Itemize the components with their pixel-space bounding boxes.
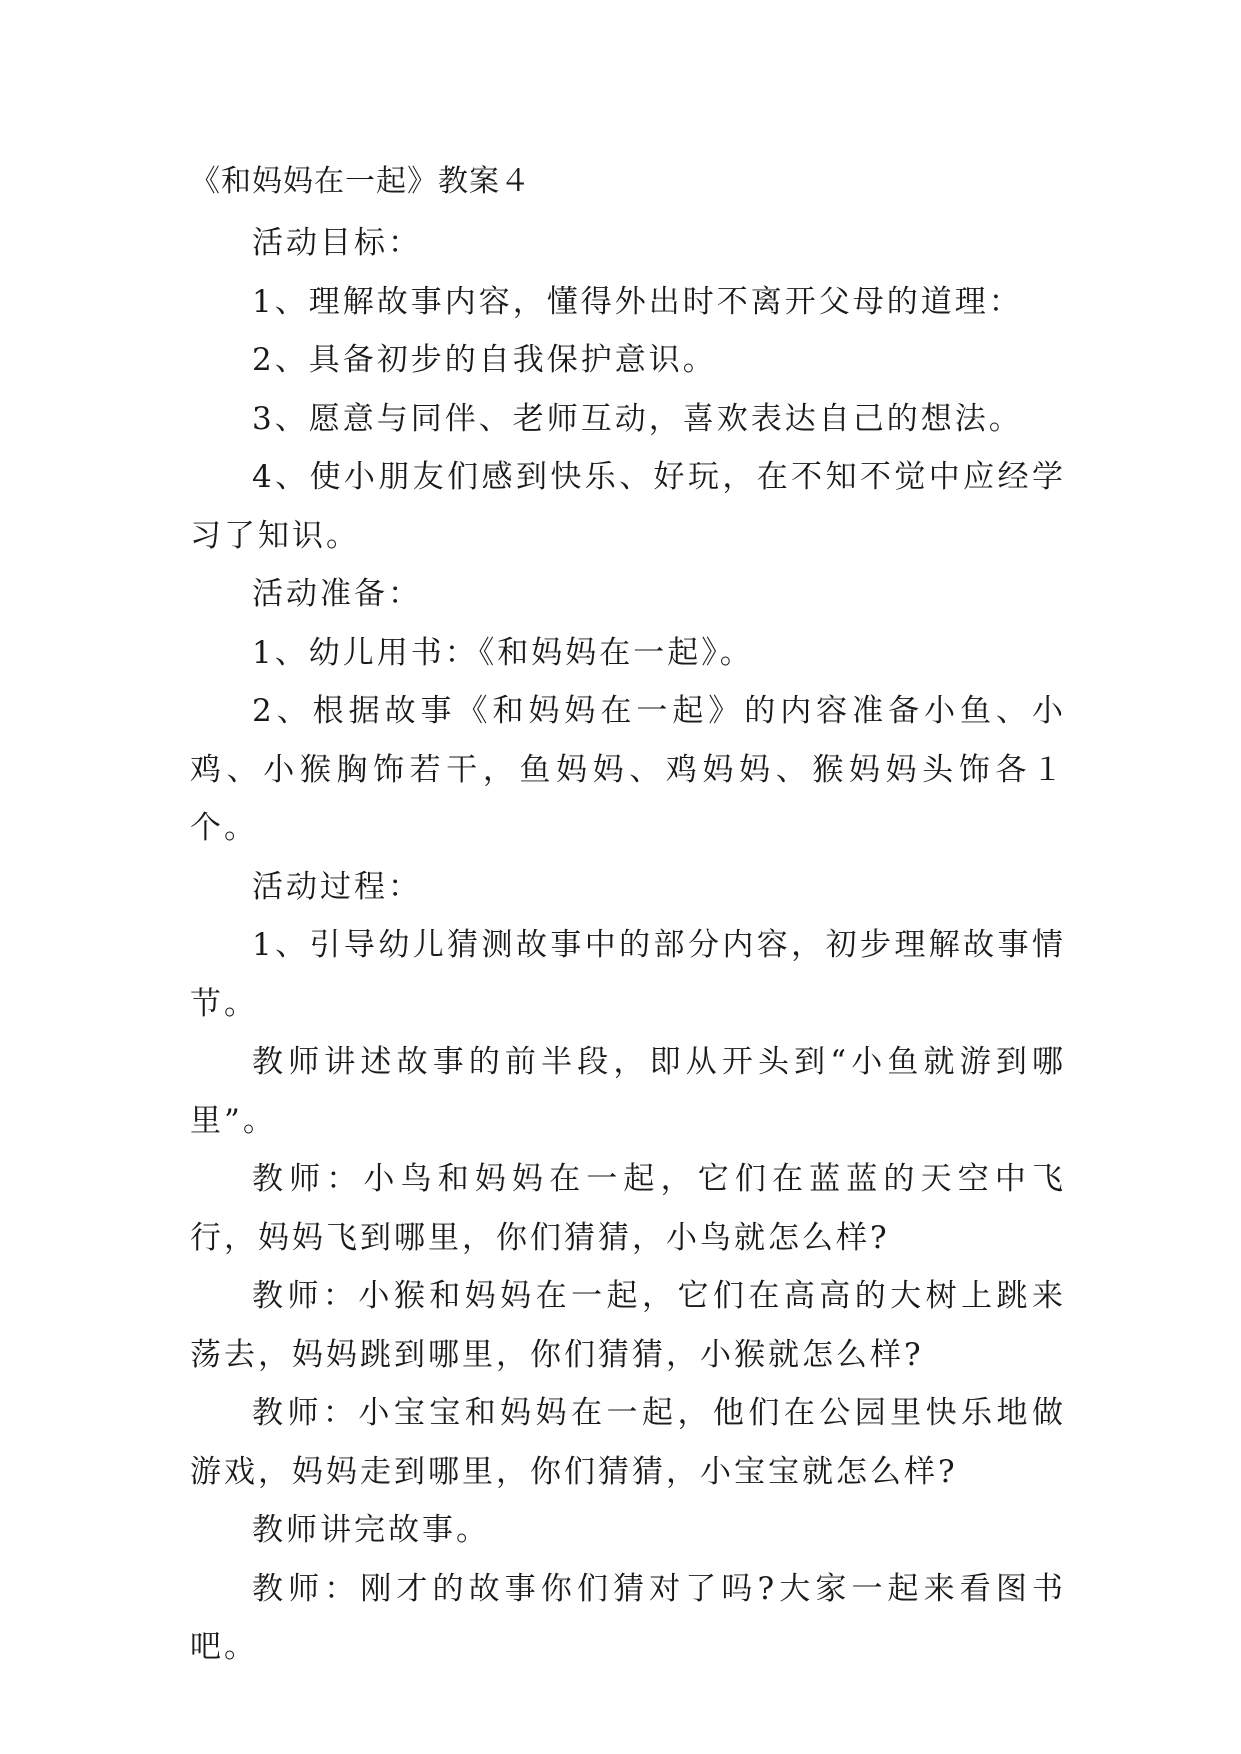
paragraph: 教师：小猴和妈妈在一起，它们在高高的大树上跳来荡去，妈妈跳到哪里，你们猜猜，小猴就怎么样? bbox=[190, 1278, 1066, 1373]
paragraph: 活动过程： bbox=[252, 868, 422, 905]
paragraph: 活动目标： bbox=[252, 225, 422, 261]
paragraph: 教师：小宝宝和妈妈在一起，他们在公园里快乐地做游戏，妈妈走到哪里，你们猜猜，小宝宝就怎么样? bbox=[190, 1395, 1066, 1490]
paragraph: 1、引导幼儿猜测故事中的部分内容，初步理解故事情节。 bbox=[190, 927, 1066, 1022]
paragraph: 活动准备： bbox=[252, 576, 422, 612]
paragraph: 3、愿意与同伴、老师互动，喜欢表达自己的想法。 bbox=[252, 400, 1023, 437]
paragraph: 2、具备初步的自我保护意识。 bbox=[252, 342, 717, 378]
paragraph: 2、根据故事《和妈妈在一起》的内容准备小鱼、小鸡、小猴胸饰若干，鱼妈妈、鸡妈妈、猴妈妈头饰各１个。 bbox=[190, 693, 1066, 846]
paragraph: 4、使小朋友们感到快乐、好玩，在不知不觉中应经学习了知识。 bbox=[190, 459, 1066, 554]
paragraph: 教师讲完故事。 bbox=[252, 1512, 490, 1548]
document-body bbox=[190, 214, 1066, 1677]
paragraph: 教师：刚才的故事你们猜对了吗?大家一起来看图书吧。 bbox=[190, 1570, 1066, 1665]
document-title: 《和妈妈在一起》教案４ bbox=[190, 164, 531, 199]
paragraph: 1、理解故事内容，懂得外出时不离开父母的道理： bbox=[252, 283, 1023, 320]
paragraph: 教师：小鸟和妈妈在一起，它们在蓝蓝的天空中飞行，妈妈飞到哪里，你们猜猜，小鸟就怎么样? bbox=[190, 1161, 1066, 1256]
paragraph: 1、幼儿用书：《和妈妈在一起》。 bbox=[252, 634, 754, 671]
paragraph: 教师讲述故事的前半段，即从开头到“小鱼就游到哪里”。 bbox=[190, 1044, 1066, 1139]
